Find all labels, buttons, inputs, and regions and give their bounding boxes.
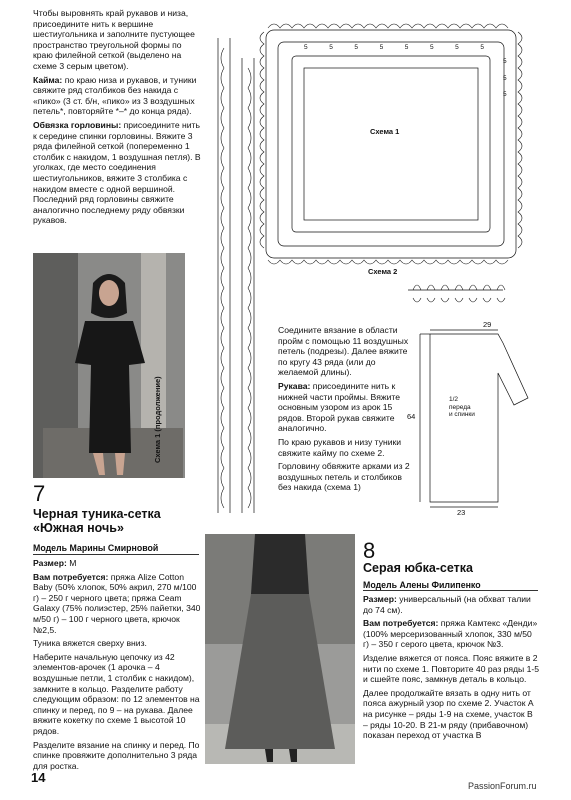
skirt-photo	[205, 534, 355, 764]
model-8-body	[363, 594, 539, 744]
model-7-divider	[33, 554, 199, 555]
model-8-title: Серая юбка-сетка	[363, 561, 474, 575]
model-7-title	[33, 507, 208, 535]
model-7-size: Размер: M	[33, 558, 77, 568]
schema-paragraph-1: Соедините вязание в области пройм с помощью 11 воздушных петель (подрезы). Далее вяжите по кругу 43 ряда (или до желаемой длины).	[278, 325, 409, 378]
repeat-mark: 5	[404, 44, 409, 51]
repeat-mark: 5	[503, 58, 507, 65]
schema-paragraph-2: Рукава: присоедините нить к нижней части проймы. Вяжите основным узором из арок 15 рядов. Второй рукав свяжите аналогично.	[278, 380, 401, 434]
schema-1-label: Схема 1	[370, 127, 400, 136]
model-number-8: 8	[363, 538, 376, 563]
model-8-paragraph-1: Изделие вяжется от пояса. Пояс вяжите в 2 нити по схеме 1. Повторите 40 раз ряды 1-5 и сшейте пояс, замкнув деталь в кольцо.	[363, 652, 540, 685]
model-7-author: Модель Марины Смирновой	[33, 543, 159, 553]
repeat-mark: 5	[480, 44, 484, 51]
model-7-paragraph-2: Наберите начальную цепочку из 42 элементов-арочек (1 арочка – 4 воздушные петли, 1 столбик с накидом), замкните в кольцо. Разделите работу следующим образом: по 12 элементов на спинку и перед, по 9 – на рукава. Далее вяжите кокетку по схеме 1 высотой 10 рядов.	[33, 651, 200, 736]
repeat-mark: 5	[354, 44, 358, 51]
repeat-mark: 5	[503, 74, 507, 82]
pattern-piece-label: 1/2 переда и спинки	[449, 396, 475, 418]
repeat-mark: 5	[429, 44, 434, 51]
tunic-photo	[33, 253, 185, 478]
model-8-materials: Вам потребуется: пряжа Камтекс «Денди» (100% мерсеризованный хлопок, 330 м/50 г) – 350 г серого цвета, крючок №3.	[363, 618, 538, 650]
model-7-body	[33, 558, 201, 774]
schema-2-label: Схема 2	[368, 267, 398, 276]
skirt-photo-illustration	[205, 534, 355, 764]
repeat-mark: 5	[455, 44, 459, 51]
dimension-bottom: 23	[457, 508, 466, 517]
intro-paragraph-1: Чтобы выровнять край рукавов и низа, присоедините нить к вершине шестиугольника и заполните пустующее пространство треугольной формы по краю филейной сеткой (выделено на схеме 3 серым цветом).	[33, 8, 195, 71]
repeat-marks	[304, 44, 484, 51]
watermark: PassionForum.ru	[468, 781, 537, 791]
intro-text	[33, 8, 203, 229]
model-number-7: 7	[33, 481, 46, 506]
schema-paragraph-3: По краю рукавов и низу туники свяжите кайму по схеме 2.	[278, 436, 402, 458]
intro-paragraph-2: Кайма: по краю низа и рукавов, и туники свяжите ряд столбиков без накида с «пико» (3 ст. б/н, «пико» из 3 воздушных петель*, повторяйте *–* до конца ряда).	[33, 74, 197, 117]
model-8-paragraph-2: Далее продолжайте вязать в одну нить от пояса ажурный узор по схеме 2. Участок А на рисунке – ряды 1-9 на схеме, участок В – ряды 10-20. В 21-м ряду (прибавочном) показан переход от участка В	[363, 687, 534, 741]
model-7-paragraph-3: Разделите вязание на спинку и перед. По спинке провяжите дополнительно 3 ряда для ростка.	[33, 739, 200, 771]
tunic-photo-illustration	[33, 253, 185, 478]
model-7-title-line-1: Черная туника-сетка	[33, 507, 161, 521]
model-7-paragraph-1: Туника вяжется сверху вниз.	[33, 638, 147, 649]
dimension-top: 29	[483, 320, 492, 329]
repeat-mark: 5	[329, 44, 333, 51]
model-8-author: Модель Алены Филипенко	[363, 580, 481, 590]
repeat-mark: 5	[304, 44, 308, 51]
intro-paragraph-3: Обвязка горловины: присоедините нить к середине спинки горловины. Вяжите 3 ряда филейной сеткой (попеременно 1 столбик с накидом, 1 воздушная петля). В уголках, где место соединения шестиугольников, вяжите 3 столбика с накидом вместе с одной вершиной. Последний ряд горловины свяжите аналогично последнему ряду обвязки рукавов.	[33, 119, 201, 226]
schema-instructions	[278, 325, 414, 496]
model-7-materials: Вам потребуется: пряжа Alize Cotton Baby (50% хлопок, 50% акрил, 270 м/100 г) – 250 г черного цвета; пряжа Ceam Galaxy (75% полиэстер, 25% пайетки, 340 м/50 г) – 100 г черного цвета, крючок №2,5.	[33, 571, 201, 635]
repeat-mark: 5	[379, 44, 384, 51]
model-7-title-line-2: «Южная ночь»	[33, 521, 124, 535]
schema-1-continuation-label: Схема 1 (продолжение)	[153, 376, 162, 463]
repeat-marks-side	[503, 58, 511, 98]
schema-paragraph-4: Горловину обвяжите арками из 2 воздушных петель и столбиков без накида (схема 1)	[278, 461, 410, 493]
page-number: 14	[31, 770, 46, 785]
model-8-divider	[363, 590, 538, 591]
dimension-side: 64	[407, 412, 416, 421]
repeat-mark: 5	[503, 91, 507, 98]
model-8-size: Размер: универсальный (на обхват талии до 74 см).	[363, 594, 531, 615]
